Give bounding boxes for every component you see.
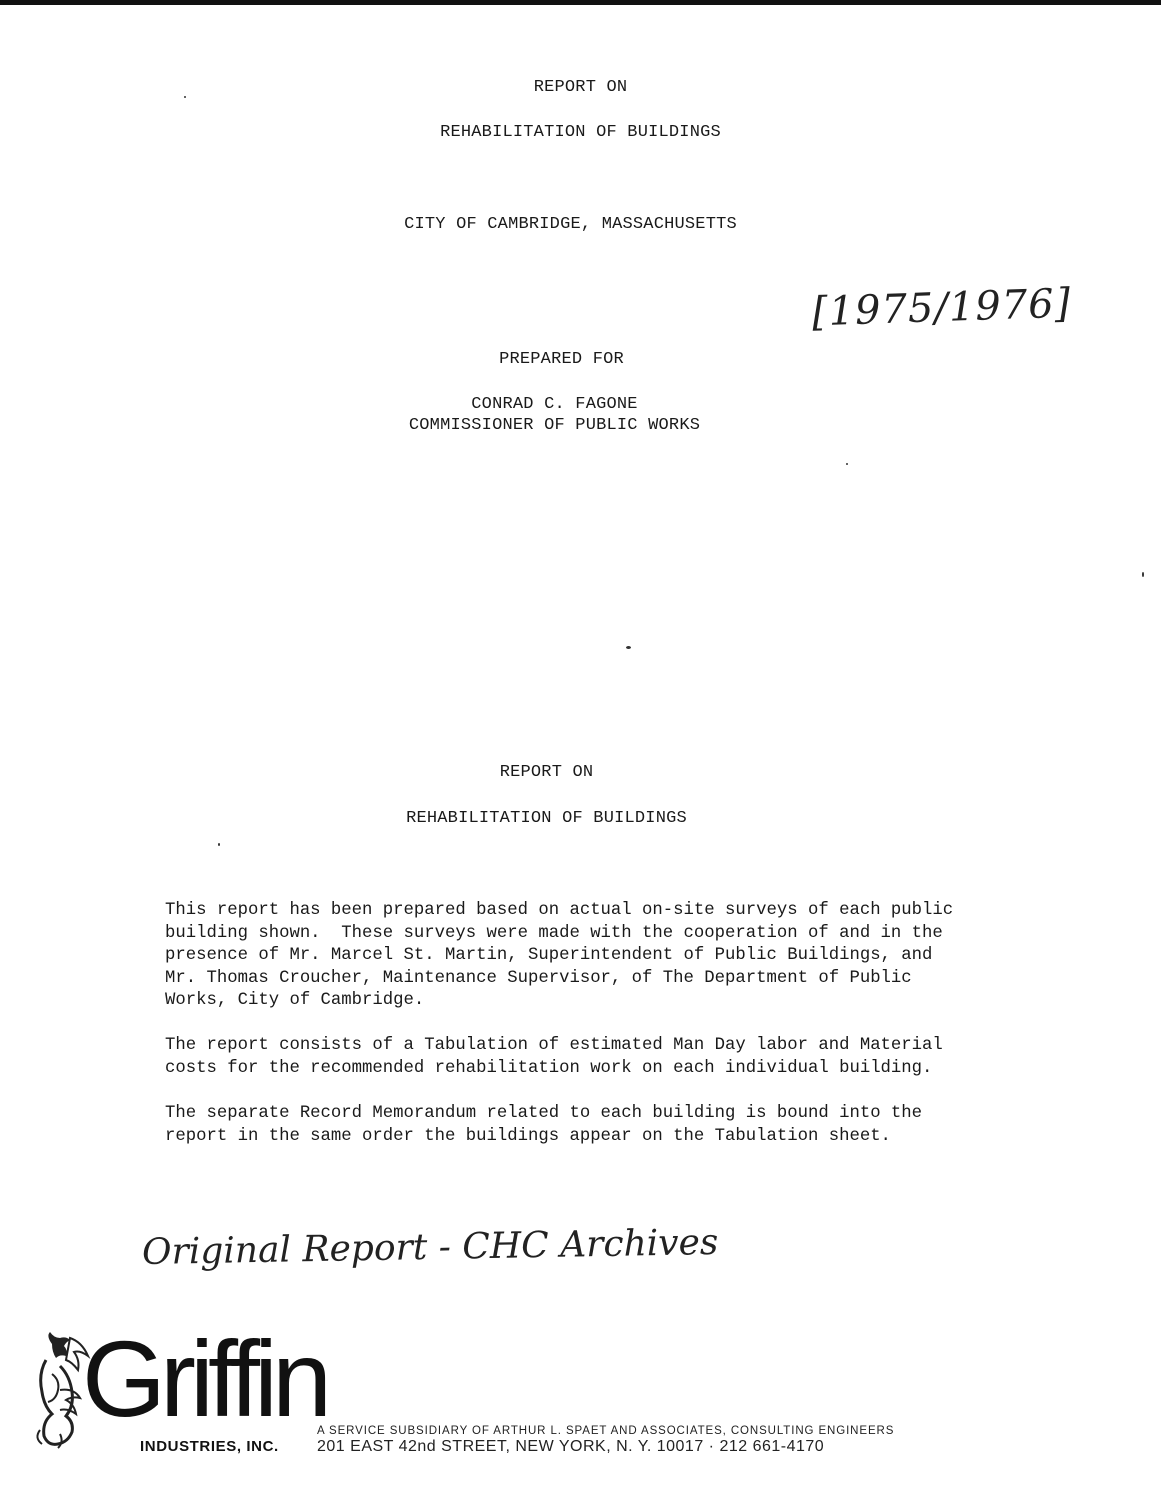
cover-title-line1: REPORT ON [533, 78, 628, 97]
scan-edge [0, 0, 1161, 5]
cover-city: CITY OF CAMBRIDGE, MASSACHUSETTS [404, 215, 737, 234]
body-title-line2: REHABILITATION OF BUILDINGS [406, 809, 687, 828]
handwritten-year: [1975/1976] [811, 280, 1073, 336]
logo-subtitle: INDUSTRIES, INC. [140, 1438, 279, 1455]
logo-word: Griffin [82, 1318, 327, 1439]
paragraph-memorandum: The separate Record Memorandum related to each building is bound into the report in the same order the buildings appear on the Tabulation sheet. [165, 1104, 923, 1146]
scan-speck [626, 646, 631, 649]
cover-title-line2: REHABILITATION OF BUILDINGS [440, 123, 721, 142]
paragraph-surveys: This report has been prepared based on actual on-site surveys of each public building shown. These surveys were made with the cooperation of and in the presence of Mr. Marcel St. Martin, Superintendent of Public Buildings, and Mr. Thomas Croucher, Maintenance Supervisor, of The Department of Public Works, City of Cambridge. [165, 901, 954, 1010]
scan-speck [846, 463, 848, 465]
prepared-for-label: PREPARED FOR [499, 350, 624, 369]
address-line: 201 EAST 42nd STREET, NEW YORK, N. Y. 10017 · 212 661-4170 [317, 1438, 825, 1455]
recipient-title: COMMISSIONER OF PUBLIC WORKS [408, 416, 701, 435]
service-line: A SERVICE SUBSIDIARY OF ARTHUR L. SPAET AND ASSOCIATES, CONSULTING ENGINEERS [317, 1425, 895, 1437]
paragraph-tabulation: The report consists of a Tabulation of estimated Man Day labor and Material costs for the recommended rehabilitation work on each individual building. [165, 1036, 943, 1078]
handwritten-note: Original Report - CHC Archives [141, 1221, 719, 1274]
recipient-name: CONRAD C. FAGONE [471, 395, 638, 414]
scan-speck [184, 96, 186, 98]
company-logo [30, 1318, 327, 1460]
scan-speck [218, 843, 220, 846]
scan-speck [1142, 572, 1144, 577]
body-title-line1: REPORT ON [499, 763, 594, 782]
